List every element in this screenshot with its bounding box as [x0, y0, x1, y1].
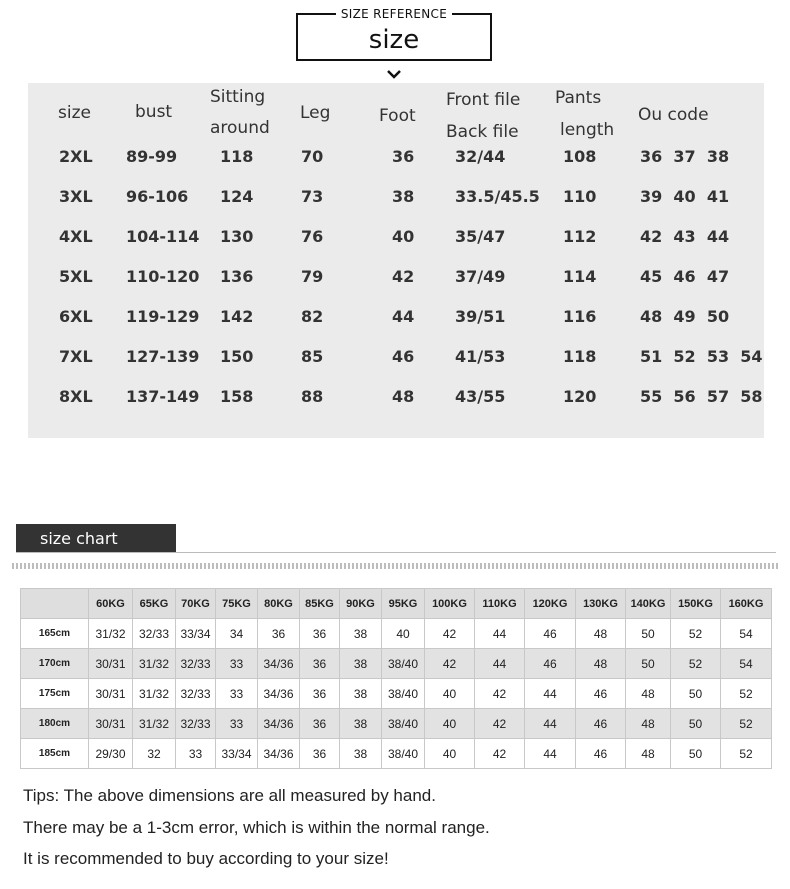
weight-header: 160KG: [721, 589, 772, 619]
ref-foot: 36: [392, 147, 415, 166]
weight-header: 95KG: [382, 589, 425, 619]
weight-header: 110KG: [475, 589, 525, 619]
height-cell: 165cm: [21, 619, 89, 649]
table-cell: 38/40: [382, 649, 425, 679]
title-small: SIZE REFERENCE: [340, 7, 448, 21]
table-cell: 52: [671, 649, 721, 679]
ref-sitting: 142: [220, 307, 254, 326]
height-cell: 175cm: [21, 679, 89, 709]
ref-pants: 110: [563, 187, 597, 206]
chevron-down-icon: [386, 69, 402, 79]
ref-ou: 39 40 41: [640, 187, 730, 206]
table-cell: 46: [576, 709, 626, 739]
header-back-file: Back file: [446, 122, 519, 142]
size-reference-panel: [28, 83, 764, 438]
ref-size: 2XL: [59, 147, 93, 166]
ref-file: 43/55: [455, 387, 506, 406]
table-cell: 46: [525, 619, 576, 649]
ref-file: 37/49: [455, 267, 506, 286]
ref-leg: 76: [301, 227, 324, 246]
ref-ou: 48 49 50: [640, 307, 730, 326]
weight-header: 90KG: [340, 589, 382, 619]
table-cell: 34/36: [258, 709, 300, 739]
ref-bust: 89-99: [126, 147, 178, 166]
table-cell: 52: [721, 739, 772, 769]
header-leg: Leg: [300, 103, 331, 123]
table-cell: 50: [671, 679, 721, 709]
ref-ou: 55 56 57 58: [640, 387, 763, 406]
table-cell: 34: [216, 619, 258, 649]
ref-file: 41/53: [455, 347, 506, 366]
header-ou-code: Ou code: [638, 105, 709, 125]
table-cell: 46: [576, 739, 626, 769]
table-cell: 33/34: [216, 739, 258, 769]
table-cell: 42: [475, 709, 525, 739]
weight-header: 85KG: [300, 589, 340, 619]
table-row: [21, 619, 772, 649]
title-big: size: [368, 25, 420, 55]
weight-header: 150KG: [671, 589, 721, 619]
table-row: [21, 739, 772, 769]
weight-header: 65KG: [133, 589, 176, 619]
header-front-file: Front file: [446, 90, 521, 110]
table-cell: 50: [626, 649, 671, 679]
header-sitting-line1: Sitting: [210, 87, 266, 107]
table-cell: 38/40: [382, 709, 425, 739]
ref-bust: 110-120: [126, 267, 200, 286]
table-cell: 48: [626, 679, 671, 709]
table-cell: 33: [216, 679, 258, 709]
ref-leg: 85: [301, 347, 324, 366]
ref-pants: 112: [563, 227, 597, 246]
table-cell: 50: [671, 739, 721, 769]
ref-bust: 104-114: [126, 227, 200, 246]
table-cell: 48: [576, 649, 626, 679]
table-cell: 36: [258, 619, 300, 649]
table-cell: 44: [525, 739, 576, 769]
table-cell: 33: [176, 739, 216, 769]
table-cell: 52: [721, 709, 772, 739]
ref-size: 4XL: [59, 227, 93, 246]
table-cell: 29/30: [89, 739, 133, 769]
ref-file: 39/51: [455, 307, 506, 326]
height-cell: 180cm: [21, 709, 89, 739]
ref-pants: 114: [563, 267, 597, 286]
table-row: [21, 649, 772, 679]
table-cell: 42: [475, 739, 525, 769]
tip-line-1: Tips: The above dimensions are all measured by hand.: [23, 786, 436, 805]
table-cell: 52: [721, 679, 772, 709]
table-cell: 31/32: [89, 619, 133, 649]
table-cell: 38/40: [382, 739, 425, 769]
table-row: [21, 709, 772, 739]
table-cell: 40: [382, 619, 425, 649]
ref-size: 5XL: [59, 267, 93, 286]
size-chart-label: size chart: [16, 524, 176, 553]
ref-size: 7XL: [59, 347, 93, 366]
table-cell: 30/31: [89, 709, 133, 739]
table-cell: 44: [475, 649, 525, 679]
header-pants-line2: length: [560, 120, 615, 140]
table-cell: 30/31: [89, 649, 133, 679]
ref-leg: 73: [301, 187, 324, 206]
tip-line-3: It is recommended to buy according to your size!: [23, 849, 389, 868]
table-cell: 38: [340, 709, 382, 739]
table-row: [21, 679, 772, 709]
table-cell: 48: [626, 739, 671, 769]
weight-header: 120KG: [525, 589, 576, 619]
corner-cell: [21, 589, 89, 619]
table-cell: 38: [340, 619, 382, 649]
header-pants-line1: Pants: [555, 88, 602, 108]
ref-sitting: 150: [220, 347, 254, 366]
table-cell: 50: [626, 619, 671, 649]
table-cell: 30/31: [89, 679, 133, 709]
table-cell: 46: [576, 679, 626, 709]
divider: [16, 552, 776, 553]
ref-bust: 119-129: [126, 307, 200, 326]
table-cell: 38: [340, 649, 382, 679]
size-chart-table: [20, 588, 772, 769]
table-cell: 34/36: [258, 649, 300, 679]
ref-bust: 96-106: [126, 187, 189, 206]
table-header-row: [21, 589, 772, 619]
table-cell: 40: [425, 739, 475, 769]
ref-file: 32/44: [455, 147, 506, 166]
table-cell: 36: [300, 649, 340, 679]
ref-sitting: 158: [220, 387, 254, 406]
ref-foot: 40: [392, 227, 415, 246]
table-cell: 34/36: [258, 739, 300, 769]
height-cell: 185cm: [21, 739, 89, 769]
ref-pants: 118: [563, 347, 597, 366]
table-cell: 31/32: [133, 679, 176, 709]
header-foot: Foot: [379, 106, 416, 126]
ref-sitting: 130: [220, 227, 254, 246]
table-cell: 42: [425, 649, 475, 679]
table-cell: 38: [340, 739, 382, 769]
ref-foot: 42: [392, 267, 415, 286]
ref-pants: 120: [563, 387, 597, 406]
weight-header: 70KG: [176, 589, 216, 619]
header-bust: bust: [135, 102, 173, 122]
ref-file: 35/47: [455, 227, 506, 246]
table-cell: 36: [300, 739, 340, 769]
table-cell: 31/32: [133, 709, 176, 739]
table-cell: 32/33: [176, 649, 216, 679]
table-cell: 44: [525, 709, 576, 739]
weight-header: 75KG: [216, 589, 258, 619]
table-cell: 36: [300, 709, 340, 739]
table-cell: 50: [671, 709, 721, 739]
ref-foot: 46: [392, 347, 415, 366]
table-cell: 36: [300, 679, 340, 709]
ref-foot: 48: [392, 387, 415, 406]
table-cell: 44: [525, 679, 576, 709]
ref-size: 6XL: [59, 307, 93, 326]
table-cell: 54: [721, 619, 772, 649]
weight-header: 80KG: [258, 589, 300, 619]
table-cell: 33: [216, 709, 258, 739]
table-cell: 54: [721, 649, 772, 679]
table-cell: 44: [475, 619, 525, 649]
ref-size: 8XL: [59, 387, 93, 406]
table-cell: 42: [425, 619, 475, 649]
table-cell: 38/40: [382, 679, 425, 709]
table-cell: 33: [216, 649, 258, 679]
ref-ou: 36 37 38: [640, 147, 730, 166]
ref-ou: 45 46 47: [640, 267, 730, 286]
ref-sitting: 136: [220, 267, 254, 286]
table-cell: 34/36: [258, 679, 300, 709]
table-cell: 40: [425, 709, 475, 739]
ref-foot: 44: [392, 307, 415, 326]
tip-line-2: There may be a 1-3cm error, which is within the normal range.: [23, 818, 490, 837]
table-cell: 42: [475, 679, 525, 709]
ref-bust: 137-149: [126, 387, 200, 406]
table-cell: 38: [340, 679, 382, 709]
ref-bust: 127-139: [126, 347, 200, 366]
ref-sitting: 118: [220, 147, 254, 166]
ref-foot: 38: [392, 187, 415, 206]
ref-pants: 116: [563, 307, 597, 326]
table-cell: 33/34: [176, 619, 216, 649]
hatched-divider: [12, 563, 778, 569]
weight-header: 100KG: [425, 589, 475, 619]
table-cell: 32/33: [176, 709, 216, 739]
table-cell: 36: [300, 619, 340, 649]
table-cell: 40: [425, 679, 475, 709]
weight-header: 140KG: [626, 589, 671, 619]
table-cell: 48: [626, 709, 671, 739]
ref-leg: 70: [301, 147, 324, 166]
ref-file: 33.5/45.5: [455, 187, 540, 206]
header-sitting-line2: around: [210, 118, 270, 138]
table-cell: 46: [525, 649, 576, 679]
ref-leg: 88: [301, 387, 324, 406]
header-size: size: [58, 103, 91, 123]
table-cell: 48: [576, 619, 626, 649]
ref-pants: 108: [563, 147, 597, 166]
table-cell: 32/33: [176, 679, 216, 709]
table-cell: 52: [671, 619, 721, 649]
weight-header: 60KG: [89, 589, 133, 619]
table-cell: 32/33: [133, 619, 176, 649]
ref-ou: 51 52 53 54: [640, 347, 763, 366]
ref-ou: 42 43 44: [640, 227, 730, 246]
ref-leg: 79: [301, 267, 324, 286]
ref-size: 3XL: [59, 187, 93, 206]
height-cell: 170cm: [21, 649, 89, 679]
table-cell: 31/32: [133, 649, 176, 679]
weight-header: 130KG: [576, 589, 626, 619]
ref-leg: 82: [301, 307, 324, 326]
ref-sitting: 124: [220, 187, 254, 206]
size-reference-title-box: [296, 7, 492, 61]
table-cell: 32: [133, 739, 176, 769]
